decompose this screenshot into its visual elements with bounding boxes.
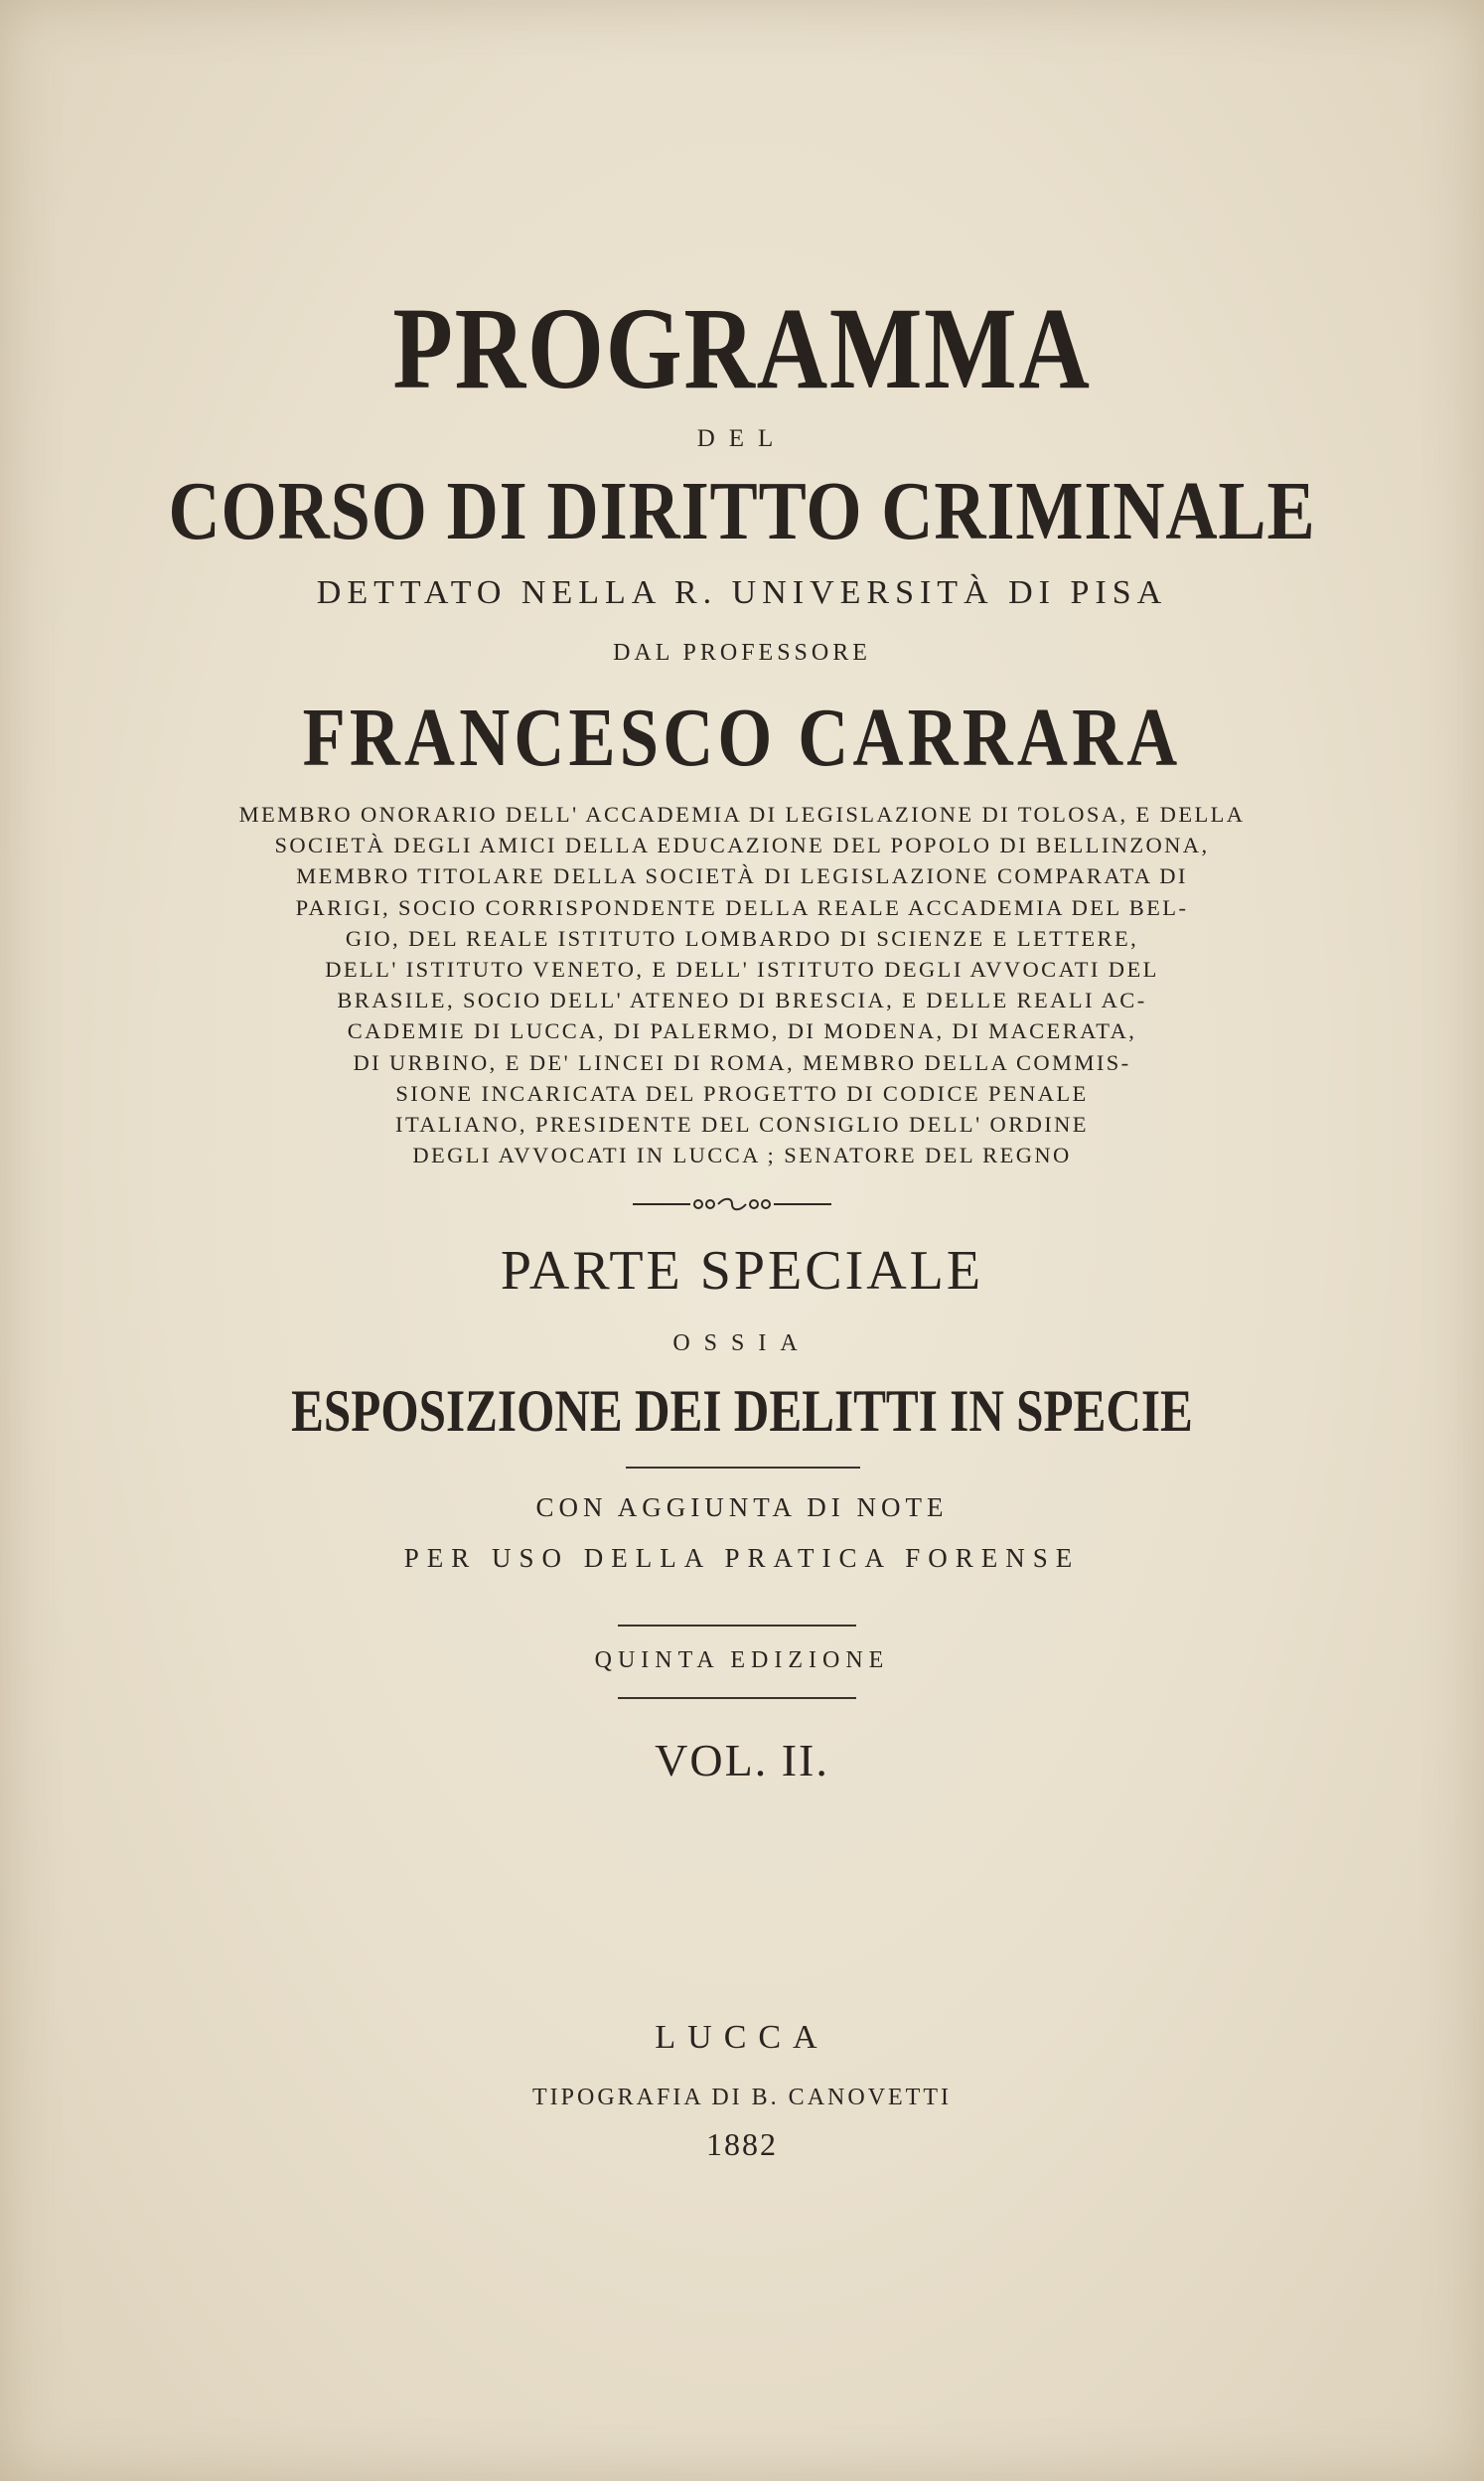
publication-year: 1882 bbox=[706, 2126, 778, 2162]
divider-rule bbox=[626, 1467, 860, 1469]
printer-name: TIPOGRAFIA DI B. CANOVETTI bbox=[532, 2085, 952, 2110]
title-connector-del: DEL bbox=[696, 425, 788, 452]
publication-city: LUCCA bbox=[655, 2019, 829, 2056]
credentials-line: ITALIANO, PRESIDENTE DEL CONSIGLIO DELL' ORDINE bbox=[395, 1112, 1089, 1138]
credentials-line: PARIGI, SOCIO CORRISPONDENTE DELLA REALE ACCADEMIA DEL BEL- bbox=[295, 894, 1189, 920]
subject-title: ESPOSIZIONE DEI DELITTI IN SPECIE bbox=[291, 1378, 1193, 1444]
credentials-line: MEMBRO TITOLARE DELLA SOCIETÀ DI LEGISLAZIONE COMPARATA DI bbox=[296, 863, 1188, 889]
edition-line: QUINTA EDIZIONE bbox=[594, 1647, 890, 1673]
volume-number: VOL. II. bbox=[655, 1735, 829, 1785]
credentials-line: DELL' ISTITUTO VENETO, E DELL' ISTITUTO DEGLI AVVOCATI DEL bbox=[325, 957, 1159, 983]
credentials-line: SOCIETÀ DEGLI AMICI DELLA EDUCAZIONE DEL POPOLO DI BELLINZONA, bbox=[274, 833, 1210, 858]
credentials-line: CADEMIE DI LUCCA, DI PALERMO, DI MODENA, DI MACERATA, bbox=[347, 1018, 1137, 1044]
credentials-line: MEMBRO ONORARIO DELL' ACCADEMIA DI LEGISLAZIONE DI TOLOSA, E DELLA bbox=[238, 802, 1246, 827]
divider-rule bbox=[618, 1625, 856, 1627]
credentials-line: BRASILE, SOCIO DELL' ATENEO DI BRESCIA, E DELLE REALI AC- bbox=[337, 988, 1147, 1013]
ossia-connector: OSSIA bbox=[672, 1330, 812, 1356]
dictated-at-line: DETTATO NELLA R. UNIVERSITÀ DI PISA bbox=[316, 574, 1168, 611]
additions-line: CON AGGIUNTA DI NOTE bbox=[535, 1492, 949, 1522]
credentials-line: DEGLI AVVOCATI IN LUCCA ; SENATORE DEL REGNO bbox=[412, 1143, 1072, 1168]
author-name: FRANCESCO CARRARA bbox=[302, 692, 1182, 784]
forensic-practice-line: PER USO DELLA PRATICA FORENSE bbox=[403, 1543, 1081, 1573]
by-professor-line: DAL PROFESSORE bbox=[613, 640, 871, 666]
part-title: PARTE SPECIALE bbox=[500, 1240, 984, 1302]
credentials-line: SIONE INCARICATA DEL PROGETTO DI CODICE PENALE bbox=[395, 1080, 1089, 1106]
divider-rule bbox=[618, 1697, 856, 1699]
typographic-flourish-icon bbox=[633, 1197, 831, 1211]
credentials-line: DI URBINO, E DE' LINCEI DI ROMA, MEMBRO DELLA COMMIS- bbox=[353, 1049, 1131, 1075]
book-title: PROGRAMMA bbox=[392, 283, 1092, 413]
credentials-line: GIO, DEL REALE ISTITUTO LOMBARDO DI SCIENZE E LETTERE, bbox=[345, 925, 1139, 951]
course-title: CORSO DI DIRITTO CRIMINALE bbox=[168, 465, 1316, 557]
author-credentials bbox=[206, 799, 1278, 1170]
